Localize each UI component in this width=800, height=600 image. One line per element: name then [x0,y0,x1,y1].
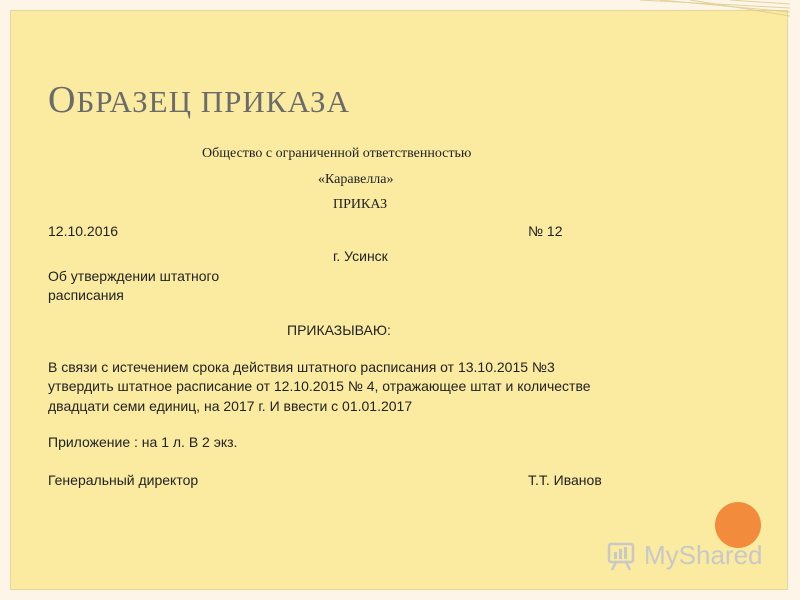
order-heading: ПРИКАЗ [333,197,388,212]
order-date: 12.10.2016 [48,223,119,239]
slide-title-initial: О [48,79,77,121]
order-attachment: Приложение : на 1 л. В 2 экз. [48,434,238,450]
order-command: ПРИКАЗЫВАЮ: [287,322,391,338]
order-body-line1: В связи с истечением срока действия штатного расписания от 13.10.2015 №3 [48,359,555,375]
signer-title: Генеральный директор [48,472,199,488]
order-number: № 12 [528,223,563,239]
watermark [606,538,763,572]
myshared-logo-icon [606,538,640,572]
order-body-line2: утвердить штатное расписание от 12.10.2015 № 4, отражающее штат и количестве [48,378,591,394]
signer-name: Т.Т. Иванов [528,472,602,488]
order-subject-line2: расписания [48,287,124,303]
order-subject-line1: Об утверждении штатного [48,268,220,284]
org-name-line2: «Каравелла» [318,172,394,187]
slide-title [48,78,350,122]
slide-title-rest: БРАЗЕЦ ПРИКАЗА [76,84,350,119]
order-city: г. Усинск [333,248,388,264]
decorative-corner-lines [640,0,790,18]
org-name-line1: Общество с ограниченной ответственностью [202,146,472,161]
watermark-text: MyShared [644,539,763,570]
order-body-line3: двадцати семи единиц, на 2017 г. И ввести с 01.01.2017 [48,398,413,414]
